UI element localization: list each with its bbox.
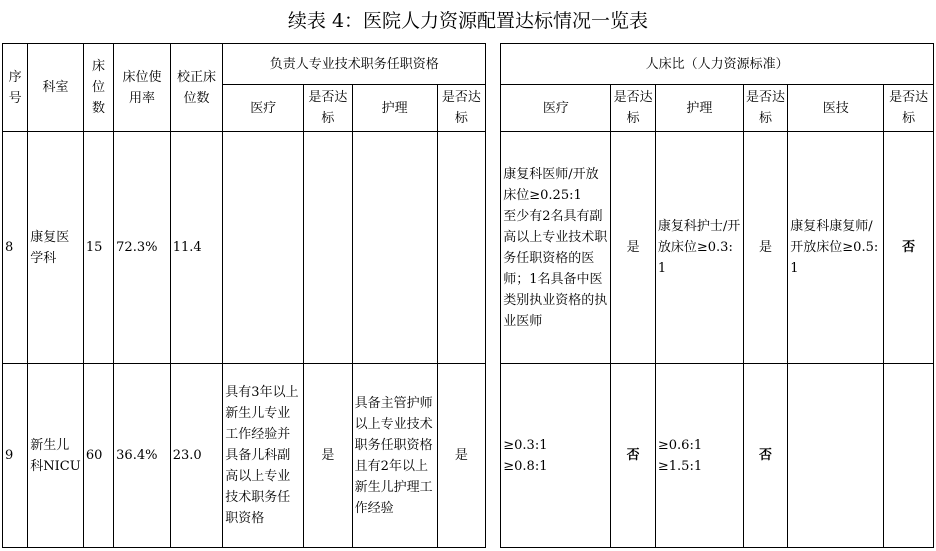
row-head-nursing — [352, 132, 437, 364]
row-beds: 15 — [83, 132, 113, 364]
row-seq: 8 — [3, 132, 28, 364]
row-usage: 72.3% — [114, 132, 171, 364]
row-ratio-medtech-meet: 否 — [884, 132, 934, 364]
header-ratio-medtech: 医技 — [788, 85, 884, 132]
header-head-medical: 医疗 — [223, 85, 304, 132]
row-ratio-medical-meet: 是 — [611, 132, 655, 364]
row-ratio-nursing-meet: 否 — [743, 364, 787, 548]
header-head-nursing: 护理 — [352, 85, 437, 132]
row-beds: 60 — [83, 364, 113, 548]
row-usage: 36.4% — [114, 364, 171, 548]
header-row-1 — [3, 44, 934, 85]
row-corrected-beds: 11.4 — [170, 132, 223, 364]
row-corrected-beds: 23.0 — [170, 364, 223, 548]
header-group-qualification: 负责人专业技术职务任职资格 — [223, 44, 486, 85]
row-ratio-nursing: ≥0.6:1 ≥1.5:1 — [655, 364, 743, 548]
row-head-medical — [223, 132, 304, 364]
staffing-table — [2, 43, 934, 548]
row-ratio-nursing-meet: 是 — [743, 132, 787, 364]
row-head-medical: 具有3年以上新生儿专业工作经验并具备儿科副高以上专业技术职务任职资格 — [223, 364, 304, 548]
row-ratio-medtech — [788, 364, 884, 548]
header-ratio-medtech-meet: 是否达标 — [884, 85, 934, 132]
header-corrected-beds: 校正床位数 — [170, 44, 223, 132]
row-ratio-medtech: 康复科康复师/开放床位≥0.5:1 — [788, 132, 884, 364]
row-dept: 新生儿科NICU — [28, 364, 84, 548]
header-ratio-nursing-meet: 是否达标 — [743, 85, 787, 132]
row-ratio-medtech-meet — [884, 364, 934, 548]
row-seq: 9 — [3, 364, 28, 548]
header-usage: 床位使用率 — [114, 44, 171, 132]
row-ratio-medical-meet: 否 — [611, 364, 655, 548]
row-head-medical-meet: 是 — [304, 364, 353, 548]
header-group-ratio: 人床比（人力资源标准） — [501, 44, 934, 85]
row-head-nursing-meet: 是 — [437, 364, 486, 548]
table-title: 续表 4：医院人力资源配置达标情况一览表 — [287, 10, 649, 32]
table-row — [3, 364, 934, 548]
header-ratio-nursing: 护理 — [655, 85, 743, 132]
row-head-nursing-meet — [437, 132, 486, 364]
row-ratio-medical: ≥0.3:1 ≥0.8:1 — [501, 364, 611, 548]
header-head-nursing-meet: 是否达标 — [437, 85, 486, 132]
row-head-medical-meet — [304, 132, 353, 364]
header-ratio-medical-meet: 是否达标 — [611, 85, 655, 132]
column-gap — [486, 44, 501, 548]
row-head-nursing: 具备主管护师以上专业技术职务任职资格且有2年以上新生儿护理工作经验 — [352, 364, 437, 548]
header-seq: 序号 — [3, 44, 28, 132]
table-row — [3, 132, 934, 364]
header-dept: 科室 — [28, 44, 84, 132]
header-head-medical-meet: 是否达标 — [304, 85, 353, 132]
header-beds: 床位数 — [83, 44, 113, 132]
header-ratio-medical: 医疗 — [501, 85, 611, 132]
row-dept: 康复医学科 — [28, 132, 84, 364]
row-ratio-medical: 康复科医师/开放床位≥0.25:1 至少有2名具有副高以上专业技术职务任职资格的医师；1名具备中医类别执业资格的执业医师 — [501, 132, 611, 364]
row-ratio-nursing: 康复科护士/开放床位≥0.3:1 — [655, 132, 743, 364]
